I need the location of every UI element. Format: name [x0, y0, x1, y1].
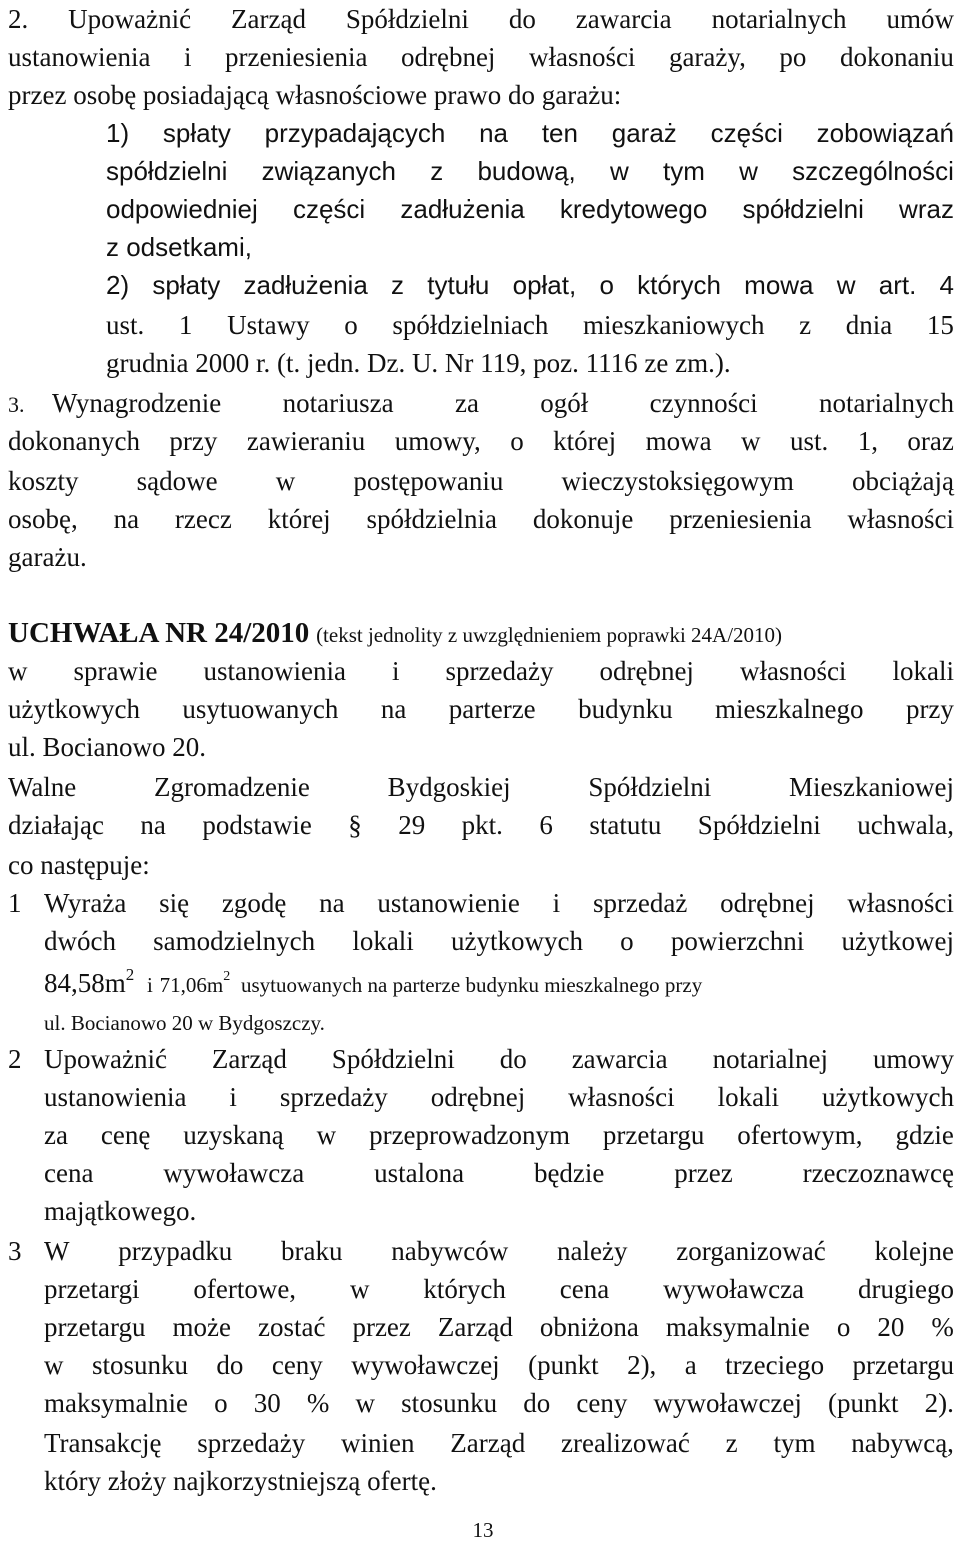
resolution-title: UCHWAŁA NR 24/2010 [8, 617, 310, 649]
page-number: 13 [472, 1518, 494, 1542]
point-line: dwóch samodzielnych lokali użytkowych o powierzchni użytkowej [44, 926, 954, 956]
area-value: 71,06m [159, 973, 224, 997]
paragraph-line: 2. Upoważnić Zarząd Spółdzielni do zawarcia notarialnych umów [8, 4, 954, 34]
list-item-line: grudnia 2000 r. (t. jedn. Dz. U. Nr 119, poz. 1116 ze zm.). [106, 348, 731, 378]
resolution-subject-line: ul. Bocianowo 20. [8, 732, 206, 762]
area-and: i [147, 973, 153, 997]
area-unit-sup: 2 [125, 965, 135, 984]
resolution-subject-line: użytkowych usytuowanych na parterze budynku mieszkalnego przy [8, 694, 954, 724]
point-number: 2 [8, 1044, 22, 1074]
preamble-line: co następuje: [8, 850, 150, 880]
paragraph-line: koszty sądowe w postępowaniu wieczystoksięgowym obciążają [8, 466, 954, 496]
list-item-line: 2) spłaty zadłużenia z tytułu opłat, o których mowa w art. 4 [106, 270, 954, 300]
point-line: przetargi ofertowe, w których cena wywoławcza drugiego [44, 1274, 954, 1304]
point-area-line [44, 964, 702, 1002]
point-line: ustanowienia i sprzedaży odrębnej własności lokali użytkowych [44, 1082, 954, 1112]
paragraph-line: Wynagrodzenie notariusza za ogół czynności notarialnych [52, 388, 954, 418]
point-number: 1 [8, 888, 22, 918]
list-item-line: 1) spłaty przypadających na ten garaż części zobowiązań [106, 118, 954, 148]
preamble-line: działając na podstawie § 29 pkt. 6 statutu Spółdzielni uchwala, [8, 810, 954, 840]
resolution-heading [8, 614, 782, 652]
point-number: 3 [8, 1236, 22, 1266]
list-number: 3. [8, 392, 25, 417]
paragraph-line: przez osobę posiadającą własnościowe prawo do garażu: [8, 80, 622, 110]
paragraph-line: dokonanych przy zawieraniu umowy, o której mowa w ust. 1, oraz [8, 426, 954, 456]
point-line: majątkowego. [44, 1196, 197, 1226]
point-line: przetargu może zostać przez Zarząd obniżona maksymalnie o 20 % [44, 1312, 954, 1342]
area-rest: usytuowanych na parterze budynku mieszkalnego przy [240, 973, 703, 997]
resolution-note: (tekst jednolity z uwzględnieniem poprawki 24A/2010) [316, 623, 783, 647]
list-item-line: ust. 1 Ustawy o spółdzielniach mieszkaniowych z dnia 15 [106, 310, 954, 340]
area-unit-sup: 2 [223, 969, 231, 984]
point-line: w stosunku do ceny wywoławczej (punkt 2), a trzeciego przetargu [44, 1350, 954, 1380]
list-item-line: z odsetkami, [106, 232, 252, 262]
point-line: Wyraża się zgodę na ustanowienie i sprzedaż odrębnej własności [44, 888, 954, 918]
point-line: maksymalnie o 30 % w stosunku do ceny wywoławczej (punkt 2). [44, 1388, 954, 1418]
paragraph-line: garażu. [8, 542, 87, 572]
point-line: W przypadku braku nabywców należy zorganizować kolejne [44, 1236, 954, 1266]
point-line: który złoży najkorzystniejszą ofertę. [44, 1466, 437, 1496]
point-line: ul. Bocianowo 20 w Bydgoszczy. [44, 1011, 325, 1035]
point-line: Transakcję sprzedaży winien Zarząd zrealizować z tym nabywcą, [44, 1428, 954, 1458]
point-line: za cenę uzyskaną w przeprowadzonym przetargu ofertowym, gdzie [44, 1120, 954, 1150]
paragraph-line: osobę, na rzecz której spółdzielnia dokonuje przeniesienia własności [8, 504, 954, 534]
area-value: 84,58m [44, 968, 126, 998]
resolution-subject-line: w sprawie ustanowienia i sprzedaży odrębnej własności lokali [8, 656, 954, 686]
preamble-line: Walne Zgromadzenie Bydgoskiej Spółdzielni Mieszkaniowej [8, 772, 954, 802]
list-item-line: spółdzielni związanych z budową, w tym w szczególności [106, 156, 954, 186]
list-item-line: odpowiedniej części zadłużenia kredytowego spółdzielni wraz [106, 194, 954, 224]
point-line: cena wywoławcza ustalona będzie przez rzeczoznawcę [44, 1158, 954, 1188]
paragraph-line: ustanowienia i przeniesienia odrębnej własności garaży, po dokonaniu [8, 42, 954, 72]
point-line: Upoważnić Zarząd Spółdzielni do zawarcia notarialnej umowy [44, 1044, 954, 1074]
